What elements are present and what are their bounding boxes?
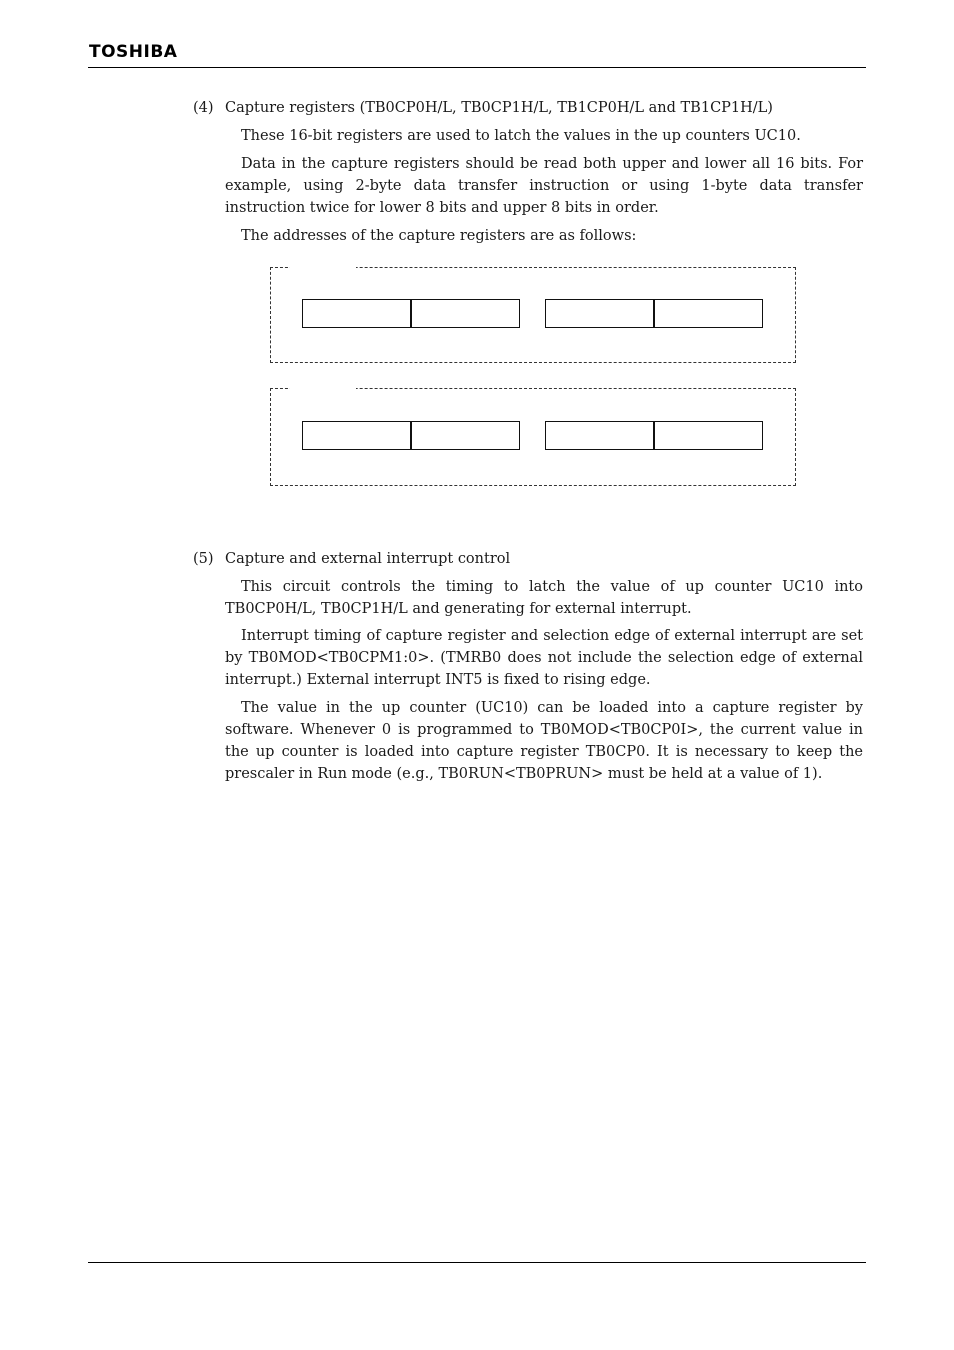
section-5-title: Capture and external interrupt control: [225, 551, 511, 567]
section-4-heading: [193, 99, 773, 117]
section-5-paragraph-1: This circuit controls the timing to latch the value of up counter UC10 into TB0CP0H/L, TB0CP1H/L and generating for external interrupt.: [225, 579, 863, 617]
toshiba-logo: TOSHIBA: [89, 42, 178, 62]
section-4-paragraph-3: The addresses of the capture registers are as follows:: [241, 228, 637, 244]
section-4-number: (4): [193, 100, 214, 116]
section-4-title: Capture registers (TB0CP0H/L, TB0CP1H/L, TB1CP0H/L and TB1CP1H/L): [225, 100, 773, 116]
section-4-paragraph-1: These 16-bit registers are used to latch the values in the up counters UC10.: [241, 128, 801, 144]
register-cell: [411, 421, 520, 450]
register-cell: [654, 421, 763, 450]
group-2-label-gap: [290, 385, 356, 391]
section-5-paragraph-3: The value in the up counter (UC10) can be loaded into a capture register by software. Whenever 0 is programmed to TB0MOD<TB0CP0I>, the current value in the up counter is loaded into capture register TB0CP0. It is necessary to keep the prescaler in Run mode (e.g., TB0RUN<TB0PRUN> must be held at a value of 1).: [225, 700, 863, 782]
section-5-number: (5): [193, 551, 214, 567]
register-cell: [545, 299, 654, 328]
footer-rule: [88, 1262, 866, 1263]
register-cell: [302, 299, 411, 328]
section-4-paragraph-2: Data in the capture registers should be read both upper and lower all 16 bits. For example, using 2-byte data transfer instruction or using 1-byte data transfer instruction twice for lower 8 bits and upper 8 bits in order.: [225, 156, 863, 216]
section-5-paragraph-2: Interrupt timing of capture register and selection edge of external interrupt are set by TB0MOD<TB0CPM1:0>. (TMRB0 does not include the selection edge of external interrupt.) External interrupt INT5 is fixed to rising edge.: [225, 628, 863, 688]
section-5-heading: [193, 550, 510, 568]
register-cell: [654, 299, 763, 328]
register-cell: [302, 421, 411, 450]
register-cell: [411, 299, 520, 328]
register-cell: [545, 421, 654, 450]
group-1-label-gap: [290, 264, 356, 270]
header-rule: [88, 67, 866, 68]
